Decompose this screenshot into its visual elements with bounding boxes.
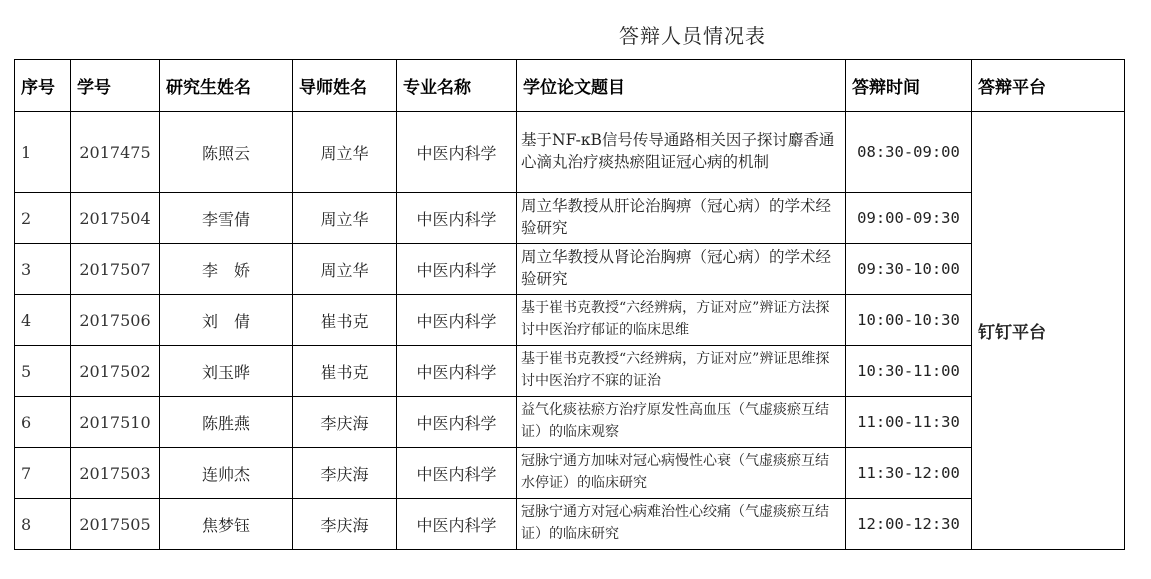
header-student-name: 研究生姓名 [160, 60, 293, 112]
header-platform: 答辩平台 [972, 60, 1125, 112]
header-no: 序号 [15, 60, 71, 112]
row-thesis-topic: 冠脉宁通方对冠心病难治性心绞痛（气虚痰瘀互结证）的临床研究 [517, 499, 846, 550]
table-row [15, 244, 1125, 295]
row-major: 中医内科学 [397, 499, 517, 550]
header-advisor: 导师姓名 [293, 60, 397, 112]
row-thesis-topic: 周立华教授从肾论治胸痹（冠心病）的学术经验研究 [517, 244, 846, 295]
platform-cell: 钉钉平台 [972, 112, 1125, 550]
row-thesis-topic: 基于崔书克教授“六经辨病，方证对应”辨证方法探讨中医治疗郁证的临床思维 [517, 295, 846, 346]
header-major: 专业名称 [397, 60, 517, 112]
row-thesis-topic: 益气化痰祛瘀方治疗原发性高血压（气虚痰瘀互结证）的临床观察 [517, 397, 846, 448]
row-defense-time: 09:00-09:30 [846, 193, 972, 244]
row-student-id: 2017510 [71, 397, 160, 448]
row-major: 中医内科学 [397, 112, 517, 193]
header-defense-time: 答辩时间 [846, 60, 972, 112]
table-row [15, 499, 1125, 550]
row-defense-time: 11:00-11:30 [846, 397, 972, 448]
row-student-name: 刘玉晔 [160, 346, 293, 397]
row-thesis-topic: 周立华教授从肝论治胸痹（冠心病）的学术经验研究 [517, 193, 846, 244]
row-student-id: 2017505 [71, 499, 160, 550]
row-major: 中医内科学 [397, 397, 517, 448]
row-defense-time: 12:00-12:30 [846, 499, 972, 550]
row-thesis-topic: 基于崔书克教授“六经辨病，方证对应”辨证思维探讨中医治疗不寐的证治 [517, 346, 846, 397]
row-student-name: 陈照云 [160, 112, 293, 193]
header-thesis-topic: 学位论文题目 [517, 60, 846, 112]
row-advisor: 李庆海 [293, 397, 397, 448]
row-defense-time: 10:00-10:30 [846, 295, 972, 346]
header-row [15, 60, 1125, 112]
table-row [15, 112, 1125, 193]
row-student-id: 2017504 [71, 193, 160, 244]
row-student-id: 2017503 [71, 448, 160, 499]
row-advisor: 崔书克 [293, 295, 397, 346]
table-row [15, 295, 1125, 346]
row-advisor: 崔书克 [293, 346, 397, 397]
row-major: 中医内科学 [397, 244, 517, 295]
row-student-name: 刘 倩 [160, 295, 293, 346]
row-no: 7 [15, 448, 71, 499]
row-major: 中医内科学 [397, 448, 517, 499]
row-student-name: 陈胜燕 [160, 397, 293, 448]
header-student-id: 学号 [71, 60, 160, 112]
defense-table [14, 59, 1125, 550]
row-student-name: 李雪倩 [160, 193, 293, 244]
row-defense-time: 11:30-12:00 [846, 448, 972, 499]
row-no: 8 [15, 499, 71, 550]
row-advisor: 李庆海 [293, 448, 397, 499]
row-defense-time: 10:30-11:00 [846, 346, 972, 397]
row-defense-time: 08:30-09:00 [846, 112, 972, 193]
row-thesis-topic: 冠脉宁通方加味对冠心病慢性心衰（气虚痰瘀互结水停证）的临床研究 [517, 448, 846, 499]
table-row [15, 193, 1125, 244]
row-student-name: 李 娇 [160, 244, 293, 295]
row-thesis-topic: 基于NF-κB信号传导通路相关因子探讨麝香通心滴丸治疗痰热瘀阻证冠心病的机制 [517, 112, 846, 193]
row-no: 1 [15, 112, 71, 193]
row-no: 4 [15, 295, 71, 346]
table-row [15, 346, 1125, 397]
table-row [15, 448, 1125, 499]
row-advisor: 周立华 [293, 112, 397, 193]
row-advisor: 李庆海 [293, 499, 397, 550]
row-student-name: 焦梦钰 [160, 499, 293, 550]
row-no: 6 [15, 397, 71, 448]
row-no: 2 [15, 193, 71, 244]
row-student-id: 2017502 [71, 346, 160, 397]
row-defense-time: 09:30-10:00 [846, 244, 972, 295]
row-major: 中医内科学 [397, 346, 517, 397]
row-student-name: 连帅杰 [160, 448, 293, 499]
row-student-id: 2017507 [71, 244, 160, 295]
row-advisor: 周立华 [293, 244, 397, 295]
row-student-id: 2017506 [71, 295, 160, 346]
row-no: 3 [15, 244, 71, 295]
table-title: 答辩人员情况表 [619, 24, 766, 48]
row-major: 中医内科学 [397, 193, 517, 244]
row-no: 5 [15, 346, 71, 397]
row-advisor: 周立华 [293, 193, 397, 244]
row-student-id: 2017475 [71, 112, 160, 193]
table-row [15, 397, 1125, 448]
row-major: 中医内科学 [397, 295, 517, 346]
